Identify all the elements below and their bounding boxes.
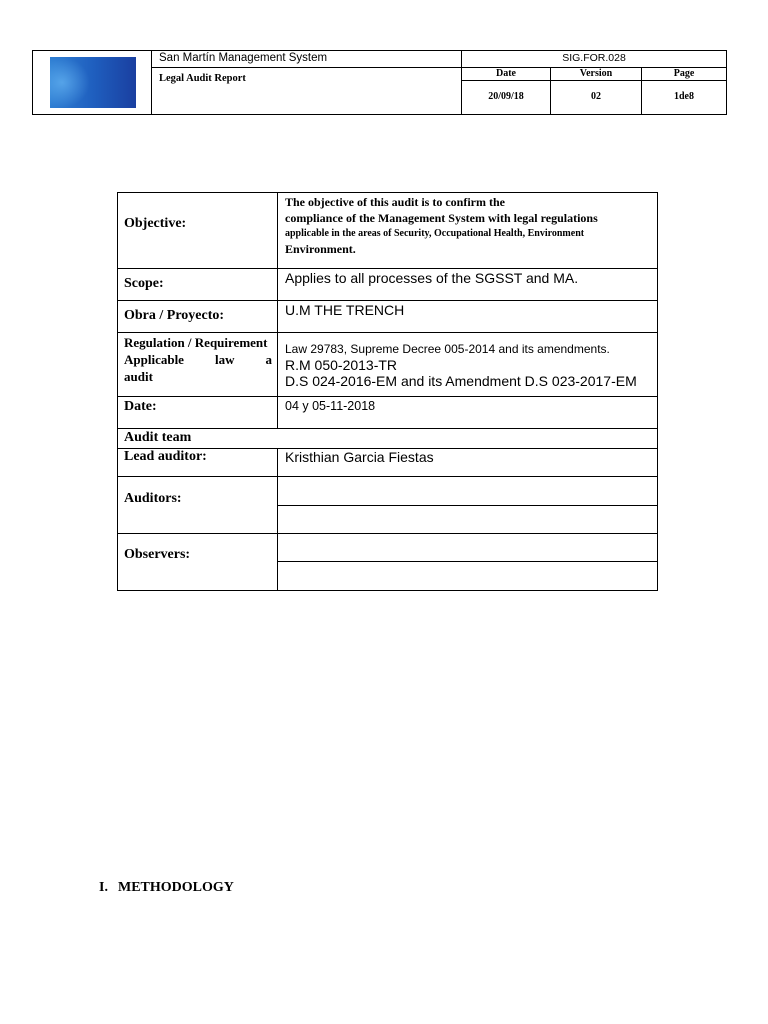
regulation-word: a bbox=[265, 352, 272, 367]
regulation-label-line: Regulation / Requirement bbox=[124, 335, 268, 350]
objective-line: compliance of the Management System with legal regulations bbox=[285, 211, 598, 225]
page-column bbox=[642, 68, 726, 114]
project-value: U.M THE TRENCH bbox=[285, 302, 405, 318]
objective-line: The objective of this audit is to confirm the bbox=[285, 195, 505, 209]
company-logo bbox=[50, 57, 136, 108]
regulation-word: law bbox=[214, 352, 235, 367]
lead-auditor-value: Kristhian Garcia Fiestas bbox=[285, 449, 434, 465]
report-title: Legal Audit Report bbox=[152, 68, 462, 114]
objective-text bbox=[285, 194, 598, 257]
audit-info-table bbox=[117, 192, 658, 591]
auditors-label: Auditors: bbox=[124, 491, 182, 506]
regulation-word: Applicable bbox=[124, 352, 184, 367]
version-label: Version bbox=[551, 68, 641, 81]
date-label: Date bbox=[462, 68, 550, 81]
objective-label: Objective: bbox=[124, 216, 187, 231]
observers-label: Observers: bbox=[124, 547, 191, 562]
section-heading bbox=[99, 880, 234, 896]
date-label: Date: bbox=[124, 399, 157, 414]
regulation-label bbox=[124, 334, 272, 385]
observers-row bbox=[118, 534, 657, 590]
audit-team-label: Audit team bbox=[124, 430, 192, 445]
observers-divider bbox=[278, 561, 657, 562]
regulation-line: R.M 050-2013-TR bbox=[285, 357, 398, 373]
regulation-row bbox=[118, 333, 657, 397]
system-name: San Martín Management System bbox=[152, 51, 462, 68]
objective-row bbox=[118, 193, 657, 269]
audit-team-row bbox=[118, 429, 657, 449]
objective-line: Environment. bbox=[285, 242, 356, 256]
form-code: SIG.FOR.028 bbox=[462, 51, 726, 68]
lead-auditor-label: Lead auditor: bbox=[124, 449, 207, 464]
project-row bbox=[118, 301, 657, 333]
version-value: 02 bbox=[591, 91, 601, 102]
auditors-row bbox=[118, 477, 657, 534]
section-number: I. bbox=[99, 880, 108, 895]
page-value: 1de8 bbox=[674, 91, 694, 102]
page-label: Page bbox=[642, 68, 726, 81]
date-column bbox=[462, 68, 551, 114]
section-title: METHODOLOGY bbox=[118, 880, 234, 895]
regulation-label-line bbox=[124, 351, 272, 368]
scope-label: Scope: bbox=[124, 276, 164, 291]
version-column bbox=[551, 68, 642, 114]
lead-auditor-row bbox=[118, 449, 657, 477]
regulation-label-line: audit bbox=[124, 369, 153, 384]
logo-cell bbox=[33, 51, 152, 114]
objective-line: applicable in the areas of Security, Occupational Health, Environment bbox=[285, 228, 585, 239]
scope-row bbox=[118, 269, 657, 301]
date-value: 04 y 05-11-2018 bbox=[285, 399, 376, 413]
regulation-line: D.S 024-2016-EM and its Amendment D.S 023-2017-EM bbox=[285, 373, 637, 389]
regulation-value bbox=[285, 341, 637, 389]
date-row bbox=[118, 397, 657, 429]
project-label: Obra / Proyecto: bbox=[124, 308, 225, 323]
regulation-line: Law 29783, Supreme Decree 005-2014 and its amendments. bbox=[285, 342, 610, 356]
document-header bbox=[32, 50, 727, 115]
auditors-divider bbox=[278, 505, 657, 506]
scope-value: Applies to all processes of the SGSST and MA. bbox=[285, 270, 579, 286]
date-value: 20/09/18 bbox=[488, 91, 524, 102]
